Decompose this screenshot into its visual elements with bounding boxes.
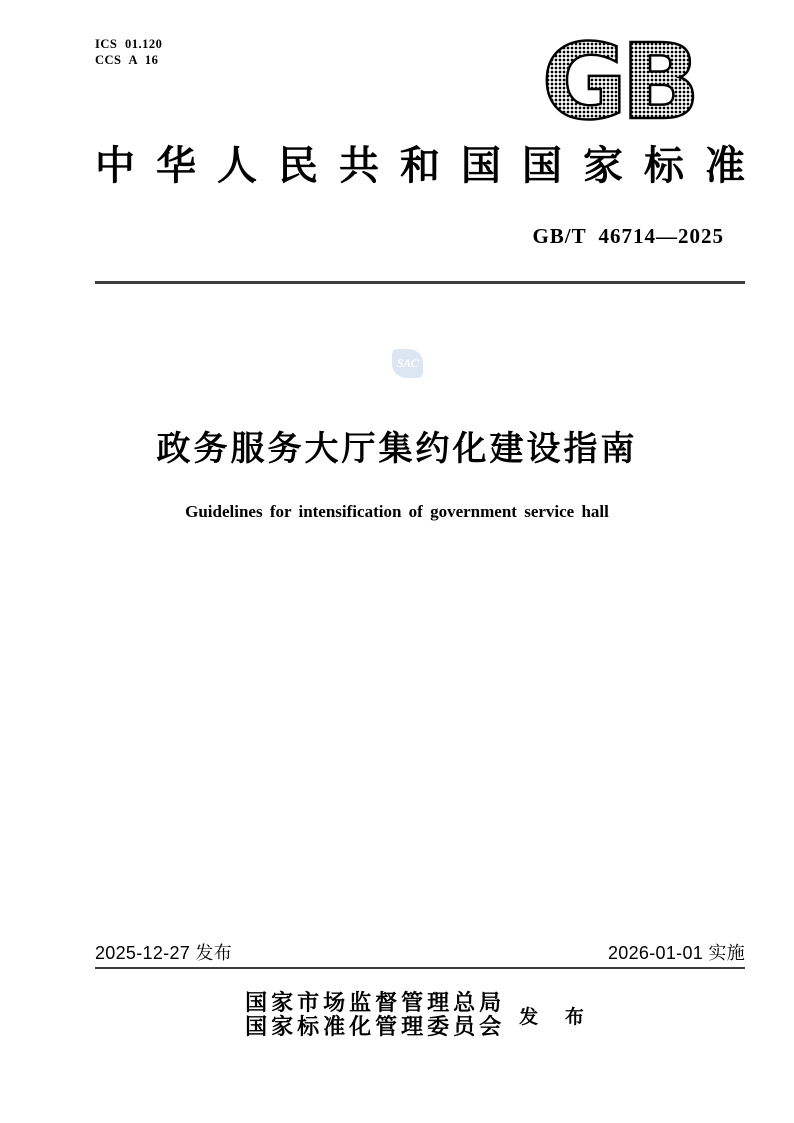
top-rule [95,281,745,284]
implementation-date-value: 2026-01-01 [608,943,704,963]
issue-date-value: 2025-12-27 [95,943,191,963]
document-title-en: Guidelines for intensification of government service hall [185,502,609,521]
gb-logo-text: GB [541,34,695,124]
document-title-cn: 政务服务大厅集约化建设指南 [156,430,638,468]
publisher-block [95,991,745,1039]
ics-code: ICS 01.120 [95,37,163,51]
date-row [95,943,745,964]
classification-codes [95,36,162,68]
publisher-line1: 国家市场监督管理总局 [245,990,502,1015]
sac-watermark-text: SAC [396,356,419,370]
implementation-date [608,943,745,964]
gb-logo-icon [538,34,698,124]
publish-label: 发 布 [519,1006,595,1028]
publisher-names [245,991,501,1039]
issue-date [95,943,232,964]
sac-watermark-icon [392,349,423,378]
national-standard-title: 中华人民共和国国家标准 [95,143,745,188]
issue-date-label: 发布 [195,943,232,963]
standard-number: GB/T 46714—2025 [532,224,724,248]
bottom-rule [95,967,745,969]
ccs-code: CCS A 16 [95,53,159,67]
publisher-line2: 国家标准化管理委员会 [245,1014,502,1039]
implementation-date-label: 实施 [708,943,745,963]
